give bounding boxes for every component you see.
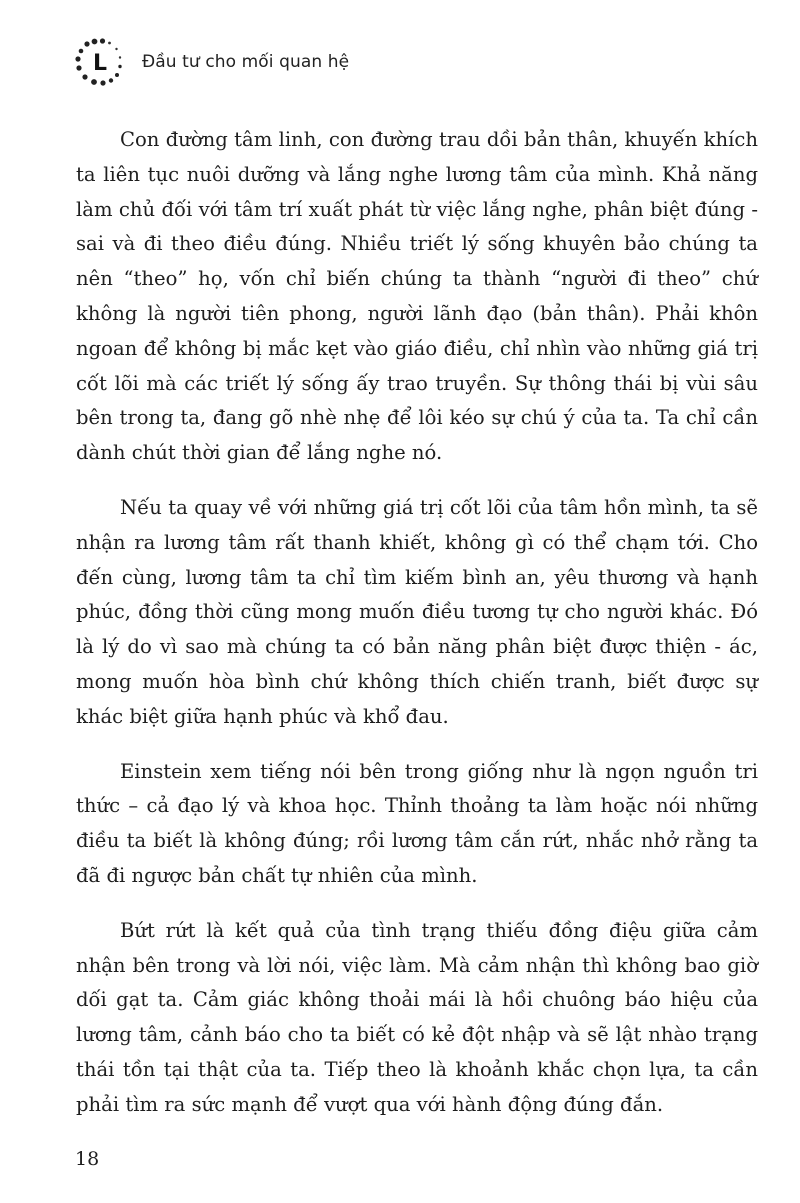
paragraph: Nếu ta quay về với những giá trị cốt lõi của tâm hồn mình, ta sẽ nhận ra lương tâm rất thanh khiết, không gì có thể chạm tới. Cho đến cùng, lương tâm ta chỉ tìm kiếm bình an, yêu thương và hạnh phúc, đồng thời cũng mong muốn điều tương tự cho người khác. Đó là lý do vì sao mà chúng ta có bản năng phân biệt được thiện - ác, mong muốn hòa bình chứ không thích chiến tranh, biết được sự khác biệt giữa hạnh phúc và khổ đau. bbox=[76, 495, 758, 728]
running-title: Đầu tư cho mối quan hệ bbox=[142, 52, 350, 72]
page-header bbox=[74, 38, 674, 90]
paragraph: Einstein xem tiếng nói bên trong giống như là ngọn nguồn tri thức – cả đạo lý và khoa học. Thỉnh thoảng ta làm hoặc nói những điều ta biết là không đúng; rồi lương tâm cắn rứt, nhắc nhở rằng ta đã đi ngược bản chất tự nhiên của mình. bbox=[76, 759, 758, 887]
dotted-circle-L-logo-icon bbox=[74, 38, 128, 90]
logo-letter: L bbox=[92, 51, 108, 76]
paragraph: Bứt rứt là kết quả của tình trạng thiếu đồng điệu giữa cảm nhận bên trong và lời nói, việc làm. Mà cảm nhận thì không bao giờ dối gạt ta. Cảm giác không thoải mái là hồi chuông báo hiệu của lương tâm, cảnh báo cho ta biết có kẻ đột nhập và sẽ lật nhào trạng thái tồn tại thật của ta. Tiếp theo là khoảnh khắc chọn lựa, ta cần phải tìm ra sức mạnh để vượt qua với hành động đúng đắn. bbox=[76, 918, 758, 1116]
body-text bbox=[76, 123, 758, 1123]
page-number: 18 bbox=[75, 1148, 100, 1170]
paragraph: Con đường tâm linh, con đường trau dồi bản thân, khuyến khích ta liên tục nuôi dưỡng và lắng nghe lương tâm của mình. Khả năng làm chủ đối với tâm trí xuất phát từ việc lắng nghe, phân biệt đúng - sai và đi theo điều đúng. Nhiều triết lý sống khuyên bảo chúng ta nên “theo” họ, vốn chỉ biến chúng ta thành “người đi theo” chứ không là người tiên phong, người lãnh đạo (bản thân). Phải khôn ngoan để không bị mắc kẹt vào giáo điều, chỉ nhìn vào những giá trị cốt lõi mà các triết lý sống ấy trao truyền. Sự thông thái bị vùi sâu bên trong ta, đang gõ nhè nhẹ để lôi kéo sự chú ý của ta. Ta chỉ cần dành chút thời gian để lắng nghe nó. bbox=[76, 128, 758, 465]
